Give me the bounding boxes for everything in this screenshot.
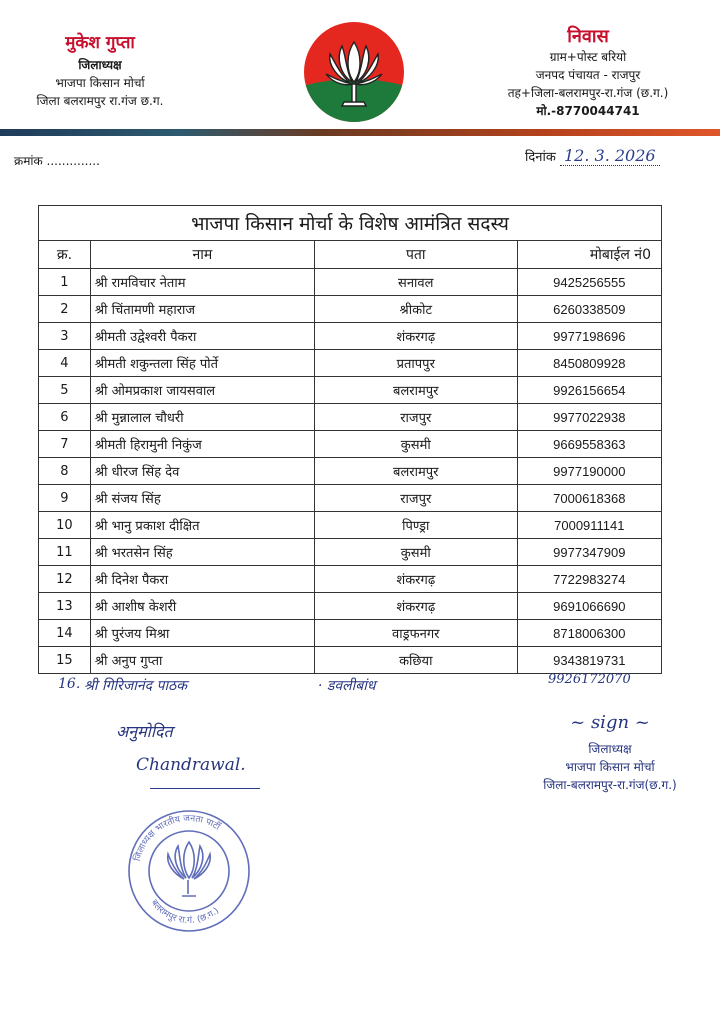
cell-name: श्री रामविचार नेताम bbox=[90, 269, 314, 296]
header-name: नाम bbox=[90, 241, 314, 269]
residence-panchayat: जनपद पंचायत - राजपुर bbox=[535, 68, 641, 82]
cell-serial: 6 bbox=[39, 404, 91, 431]
cell-serial: 15 bbox=[39, 647, 91, 674]
approval-label: अनुमोदित bbox=[116, 722, 173, 741]
organization-name: भाजपा किसान मोर्चा bbox=[55, 76, 145, 90]
cell-serial: 8 bbox=[39, 458, 91, 485]
table-row bbox=[39, 485, 662, 512]
cell-name: श्री संजय सिंह bbox=[90, 485, 314, 512]
cell-address: वाड्रफनगर bbox=[314, 620, 517, 647]
cell-name: श्री ओमप्रकाश जायसवाल bbox=[90, 377, 314, 404]
cell-address: सनावल bbox=[314, 269, 517, 296]
cell-serial: 7 bbox=[39, 431, 91, 458]
cell-serial: 13 bbox=[39, 593, 91, 620]
cell-name: श्री भरतसेन सिंह bbox=[90, 539, 314, 566]
party-seal-stamp-icon bbox=[122, 808, 256, 934]
cell-address: श्रीकोट bbox=[314, 296, 517, 323]
table-row bbox=[39, 431, 662, 458]
cell-mobile: 8718006300 bbox=[517, 620, 661, 647]
svg-text:बलरामपुर रा.गं. (छ.ग.) bbox=[149, 898, 222, 926]
signatory-block bbox=[520, 712, 700, 794]
cell-mobile: 9669558363 bbox=[517, 431, 661, 458]
stamp-text-top: जिलाध्यक्ष भारतीय जनता पार्टी bbox=[132, 813, 222, 863]
cell-serial: 10 bbox=[39, 512, 91, 539]
bjp-lotus-logo-icon bbox=[302, 20, 406, 124]
cell-serial: 3 bbox=[39, 323, 91, 350]
president-name: मुकेश गुप्ता bbox=[65, 33, 135, 53]
table-row bbox=[39, 566, 662, 593]
cell-mobile: 9977198696 bbox=[517, 323, 661, 350]
residence-district: तह+जिला-बलरामपुर-रा.गंज (छ.ग.) bbox=[507, 86, 669, 100]
cell-serial: 2 bbox=[39, 296, 91, 323]
cell-address: कुसमी bbox=[314, 431, 517, 458]
cell-mobile: 9691066690 bbox=[517, 593, 661, 620]
cell-serial: 14 bbox=[39, 620, 91, 647]
district-name: जिला बलरामपुर रा.गंज छ.ग. bbox=[36, 94, 164, 108]
cell-serial: 11 bbox=[39, 539, 91, 566]
members-table bbox=[38, 205, 662, 674]
table-row bbox=[39, 269, 662, 296]
table-title: भाजपा किसान मोर्चा के विशेष आमंत्रित सदस्य bbox=[39, 206, 662, 241]
cell-name: श्री भानु प्रकाश दीक्षित bbox=[90, 512, 314, 539]
cell-address: शंकरगढ़ bbox=[314, 566, 517, 593]
residence-village: ग्राम+पोस्ट बरियो bbox=[549, 50, 627, 64]
handwritten-mobile: 9926172070 bbox=[548, 672, 631, 687]
president-designation: जिलाध्यक्ष bbox=[78, 58, 122, 72]
cell-name: श्री अनुप गुप्ता bbox=[90, 647, 314, 674]
handwritten-serial: 16. bbox=[58, 676, 81, 692]
letterhead-right bbox=[468, 26, 708, 120]
cell-address: कुसमी bbox=[314, 539, 517, 566]
cell-mobile: 9343819731 bbox=[517, 647, 661, 674]
cell-mobile: 7000618368 bbox=[517, 485, 661, 512]
reference-number: क्रमांक .............. bbox=[14, 154, 100, 168]
cell-address: शंकरगढ़ bbox=[314, 593, 517, 620]
cell-serial: 1 bbox=[39, 269, 91, 296]
table-row bbox=[39, 620, 662, 647]
handwritten-address: · डवलीबांध bbox=[318, 678, 376, 694]
cell-name: श्री आशीष केशरी bbox=[90, 593, 314, 620]
signatory-org: भाजपा किसान मोर्चा bbox=[565, 760, 655, 774]
cell-address: कछिया bbox=[314, 647, 517, 674]
cell-name: श्रीमती उद्वेश्वरी पैकरा bbox=[90, 323, 314, 350]
date-label: दिनांक bbox=[525, 150, 556, 165]
cell-mobile: 7722983274 bbox=[517, 566, 661, 593]
letterhead-left bbox=[0, 32, 200, 110]
stamp-text-bottom: बलरामपुर रा.गं. (छ.ग.) bbox=[148, 898, 222, 927]
cell-mobile: 6260338509 bbox=[517, 296, 661, 323]
cell-address: पिण्ड्रा bbox=[314, 512, 517, 539]
cell-address: शंकरगढ़ bbox=[314, 323, 517, 350]
table-row bbox=[39, 458, 662, 485]
cell-mobile: 9926156654 bbox=[517, 377, 661, 404]
cell-address: राजपुर bbox=[314, 485, 517, 512]
table-row bbox=[39, 296, 662, 323]
handwritten-name: श्री गिरिजानंद पाठक bbox=[84, 678, 187, 694]
approval-signature: Chandrawal. bbox=[136, 755, 246, 775]
cell-address: बलरामपुर bbox=[314, 458, 517, 485]
cell-address: प्रतापपुर bbox=[314, 350, 517, 377]
signatory-signature: ~ sign ~ bbox=[570, 712, 650, 733]
cell-name: श्री धीरज सिंह देव bbox=[90, 458, 314, 485]
table-row bbox=[39, 512, 662, 539]
cell-mobile: 9977190000 bbox=[517, 458, 661, 485]
cell-mobile: 9977022938 bbox=[517, 404, 661, 431]
table-row bbox=[39, 647, 662, 674]
cell-address: बलरामपुर bbox=[314, 377, 517, 404]
cell-mobile: 9425256555 bbox=[517, 269, 661, 296]
table-body bbox=[39, 269, 662, 674]
cell-mobile: 7000911141 bbox=[517, 512, 661, 539]
cell-mobile: 8450809928 bbox=[517, 350, 661, 377]
table-row bbox=[39, 404, 662, 431]
cell-name: श्रीमती शकुन्तला सिंह पोर्ते bbox=[90, 350, 314, 377]
approval-underline bbox=[150, 788, 260, 789]
cell-name: श्री दिनेश पैकरा bbox=[90, 566, 314, 593]
table-row bbox=[39, 377, 662, 404]
cell-serial: 12 bbox=[39, 566, 91, 593]
header-serial: क्र. bbox=[39, 241, 91, 269]
header-mobile: मोबाईल नं0 bbox=[517, 241, 661, 269]
cell-name: श्री चिंतामणी महाराज bbox=[90, 296, 314, 323]
cell-name: श्रीमती हिरामुनी निकुंज bbox=[90, 431, 314, 458]
table-row bbox=[39, 323, 662, 350]
table-row bbox=[39, 593, 662, 620]
date-field bbox=[525, 146, 660, 165]
table-row bbox=[39, 539, 662, 566]
cell-name: श्री मुन्नालाल चौधरी bbox=[90, 404, 314, 431]
cell-serial: 4 bbox=[39, 350, 91, 377]
cell-name: श्री पुरंजय मिश्रा bbox=[90, 620, 314, 647]
table-row bbox=[39, 350, 662, 377]
date-value: 12. 3. 2026 bbox=[560, 146, 660, 166]
residence-phone: मो.-8770044741 bbox=[536, 104, 640, 118]
letterhead-divider bbox=[0, 129, 720, 136]
residence-title: निवास bbox=[567, 26, 609, 47]
cell-mobile: 9977347909 bbox=[517, 539, 661, 566]
signatory-designation: जिलाध्यक्ष bbox=[588, 742, 632, 756]
table-header-row bbox=[39, 241, 662, 269]
signatory-district: जिला-बलरामपुर-रा.गंज(छ.ग.) bbox=[543, 778, 677, 792]
cell-serial: 5 bbox=[39, 377, 91, 404]
cell-address: राजपुर bbox=[314, 404, 517, 431]
cell-serial: 9 bbox=[39, 485, 91, 512]
header-address: पता bbox=[314, 241, 517, 269]
